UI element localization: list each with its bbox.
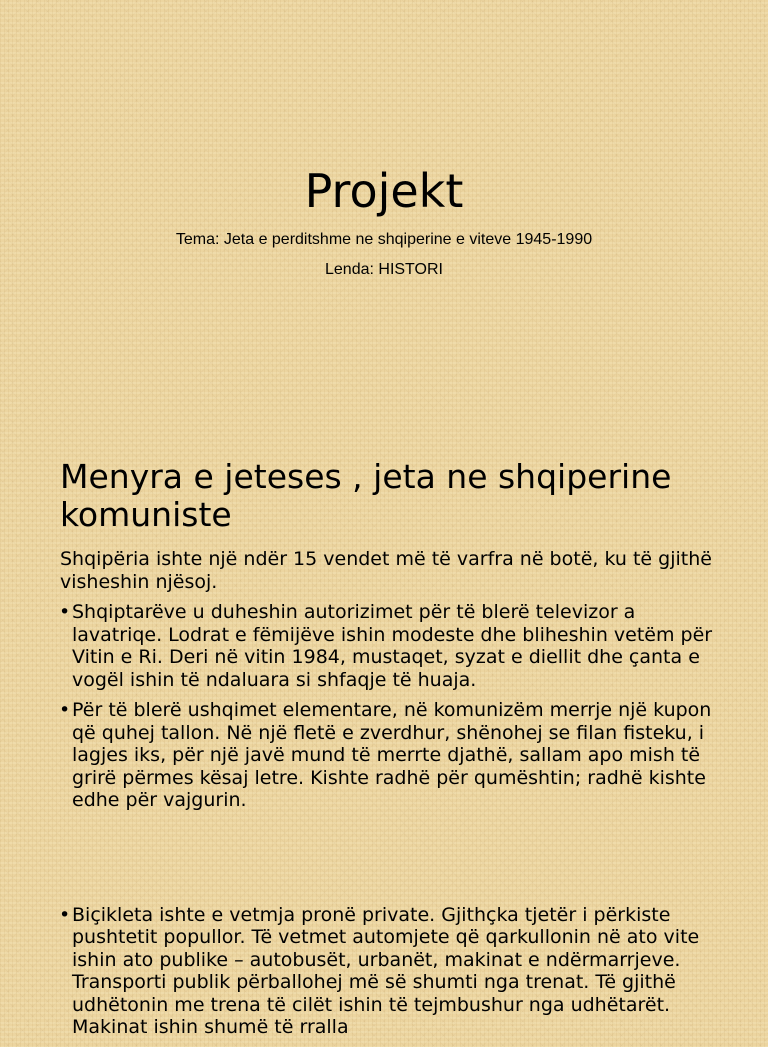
bullet-item xyxy=(60,904,720,1039)
intro-paragraph: Shqipëria ishte një ndër 15 vendet më të varfra në botë, ku të gjithë visheshin njësoj. xyxy=(60,548,712,593)
content-slide xyxy=(0,430,768,1038)
bullet-marker: • xyxy=(59,699,71,721)
subtitle-subject: Lenda: HISTORI xyxy=(325,261,443,278)
bullet-marker: • xyxy=(59,903,71,926)
slide-body xyxy=(60,548,720,1047)
bullet-text: Biçikleta ishte e vetmja pronë private. Gjithçka tjetër i përkiste pushtetit popullor. Të vetmet automjete që qarkullonin në ato vite ishin ato publike – autobusët, urbanët, makinat e ndërmarrjeve. Transporti publik përballohej më së shumti nga trenat. Të gjithë udhëtonin me trena të cilët ishin të tejmbushur nga udhëtarët. Makinat ishin shumë të rralla xyxy=(72,903,700,1038)
spacer xyxy=(60,820,720,904)
title-slide xyxy=(0,0,768,420)
bullet-text: Për të blerë ushqimet elementare, në komunizëm merrje një kupon që quhej tallon. Në një fletë e zverdhur, shënohej se filan fisteku, i lagjes iks, për një javë mund të merrte djathë, sallam apo mish të grirë përmes kësaj letre. Kishte radhë për qumështin; radhë kishte edhe për vajgurin. xyxy=(72,699,712,811)
bullet-item xyxy=(60,601,720,691)
bullet-item xyxy=(60,699,720,812)
bullet-marker: • xyxy=(59,601,71,623)
subtitle-topic: Tema: Jeta e perditshme ne shqiperine e viteve 1945-1990 xyxy=(175,231,593,248)
bullet-text: Shqiptarëve u duheshin autorizimet për të blerë televizor a lavatriqe. Lodrat e fëmijëve ishin modeste dhe bliheshin vetëm për Vitin e Ri. Deri në vitin 1984, mustaqet, syzat e diellit dhe çanta e vogël ishin të ndaluara si shfaqje të huaja. xyxy=(72,601,713,691)
presentation-title: Projekt xyxy=(304,164,464,218)
slide-heading: Menyra e jeteses , jeta ne shqiperine komuniste xyxy=(60,457,672,534)
